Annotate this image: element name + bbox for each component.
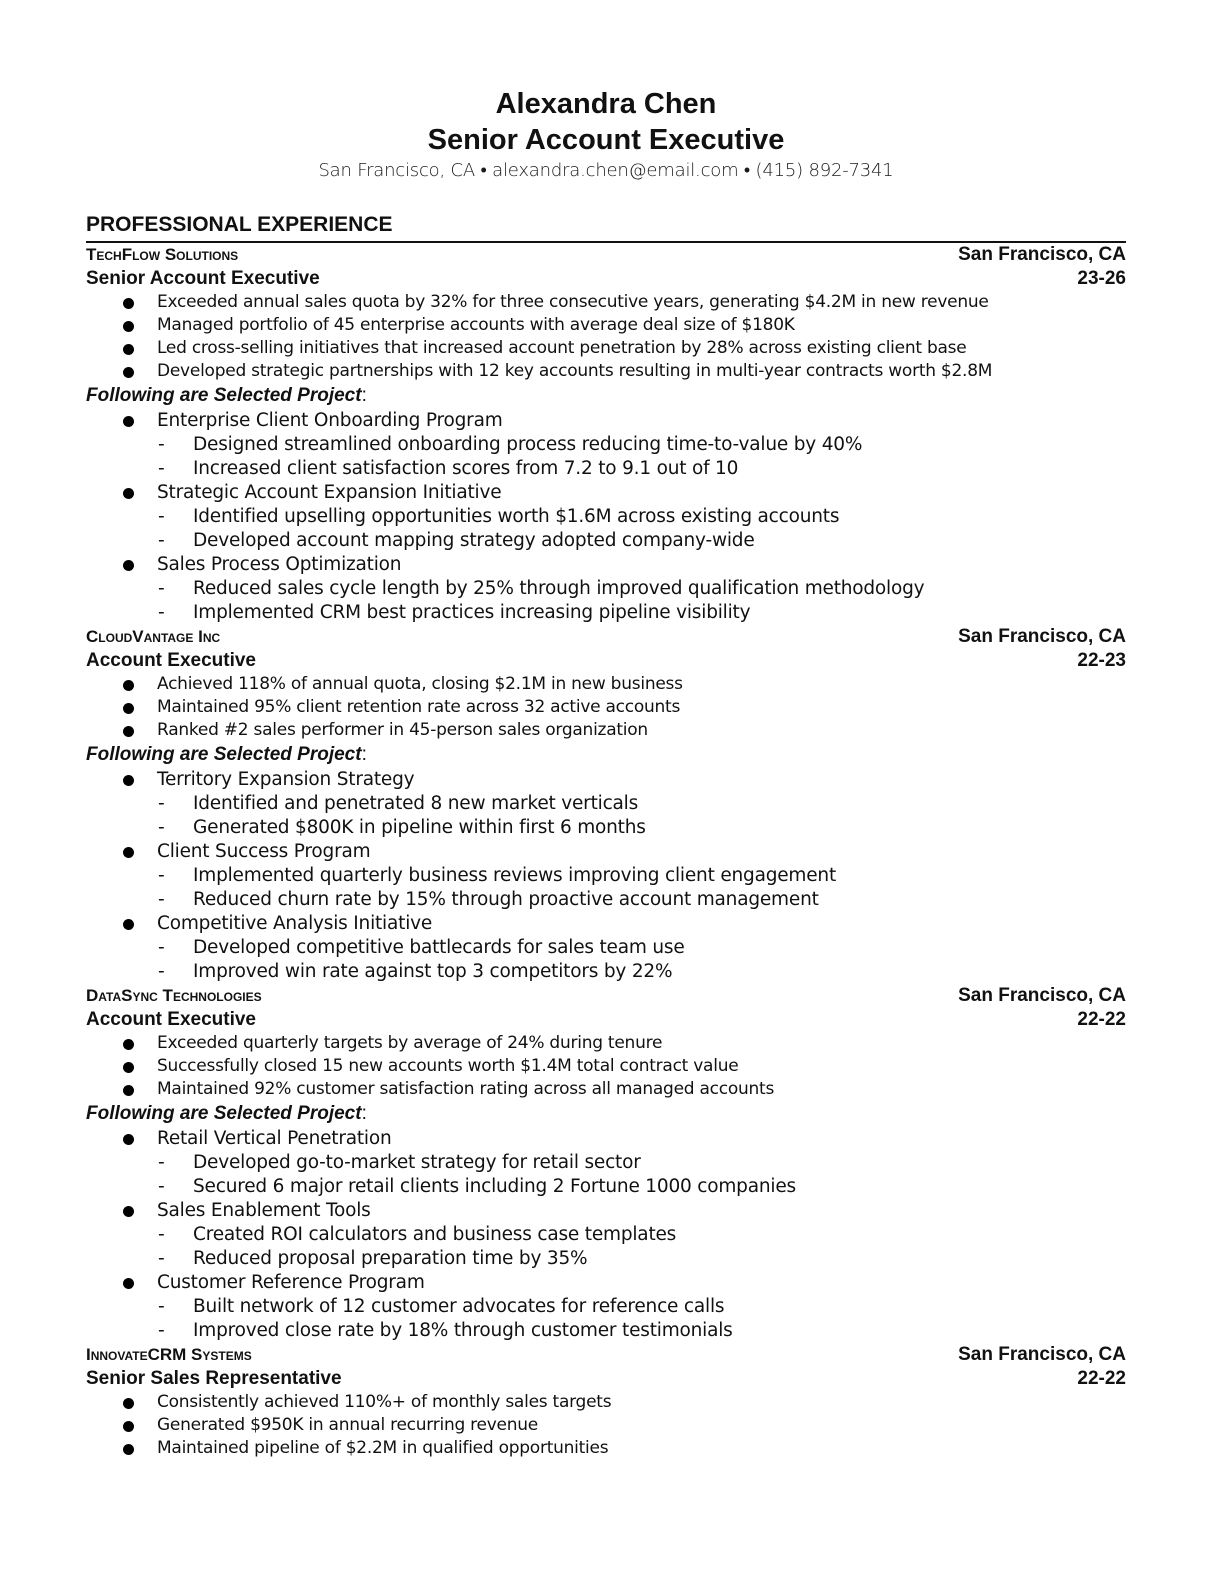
- achievement-text: Achieved 118% of annual quota, closing $2.1M in new business: [157, 674, 683, 694]
- project-title-row: [86, 1199, 1126, 1223]
- project-item: [86, 1127, 1126, 1199]
- job-company-row: [86, 984, 1126, 1008]
- achievement-text: Ranked #2 sales performer in 45-person sales organization: [157, 720, 648, 740]
- project-detail-text: Implemented quarterly business reviews improving client engagement: [193, 865, 837, 886]
- project-detail-text: Reduced proposal preparation time by 35%: [193, 1248, 588, 1269]
- projects-label-colon: :: [361, 385, 367, 406]
- job-entry: [86, 984, 1126, 1343]
- dash-icon: -: [158, 793, 165, 814]
- achievement-item: [86, 1391, 1126, 1414]
- project-detail-text: Reduced sales cycle length by 25% through improved qualification methodology: [193, 578, 925, 599]
- bullet-icon: [123, 367, 134, 378]
- project-title-row: [86, 481, 1126, 505]
- job-location: San Francisco, CA: [958, 1344, 1126, 1365]
- achievement-text: Led cross-selling initiatives that increased account penetration by 28% across existing client base: [157, 338, 967, 358]
- achievement-text: Managed portfolio of 45 enterprise accounts with average deal size of $180K: [157, 315, 795, 335]
- projects-label-colon: :: [361, 744, 367, 765]
- bullet-icon: [123, 847, 134, 858]
- project-list: [86, 1127, 1126, 1343]
- bullet-icon: [123, 775, 134, 786]
- achievement-text: Developed strategic partnerships with 12 key accounts resulting in multi-year contracts worth $2.8M: [157, 361, 993, 381]
- project-detail-item: [86, 888, 1126, 912]
- project-title-row: [86, 553, 1126, 577]
- bullet-icon: [123, 416, 134, 427]
- dash-icon: -: [158, 1320, 165, 1341]
- job-role: Account Executive: [86, 1009, 256, 1030]
- project-item: [86, 409, 1126, 481]
- bullet-icon: [123, 1206, 134, 1217]
- job-role-row: [86, 267, 1126, 291]
- bullet-icon: [123, 1444, 134, 1455]
- project-item: [86, 1199, 1126, 1271]
- achievement-list: [86, 673, 1126, 742]
- job-role: Account Executive: [86, 650, 256, 671]
- project-name: Sales Enablement Tools: [157, 1200, 371, 1221]
- dash-icon: -: [158, 602, 165, 623]
- achievement-item: [86, 719, 1126, 742]
- project-detail-text: Developed go-to-market strategy for retail sector: [193, 1152, 641, 1173]
- bullet-icon: [123, 703, 134, 714]
- projects-label-colon: :: [361, 1103, 367, 1124]
- dash-icon: -: [158, 578, 165, 599]
- projects-label-text: Following are Selected Project: [86, 1103, 362, 1124]
- project-detail-text: Improved win rate against top 3 competitors by 22%: [193, 961, 673, 982]
- project-name: Territory Expansion Strategy: [157, 769, 415, 790]
- project-title-row: [86, 1271, 1126, 1295]
- projects-label-text: Following are Selected Project: [86, 385, 362, 406]
- project-item: [86, 768, 1126, 840]
- project-name: Customer Reference Program: [157, 1272, 425, 1293]
- bullet-icon: [123, 488, 134, 499]
- dash-icon: -: [158, 1152, 165, 1173]
- achievement-text: Generated $950K in annual recurring revenue: [157, 1415, 539, 1435]
- bullet-icon: [123, 1062, 134, 1073]
- dash-icon: -: [158, 506, 165, 527]
- dash-icon: -: [158, 817, 165, 838]
- project-detail-list: [86, 792, 1126, 840]
- bullet-icon: [123, 919, 134, 930]
- company-name: TechFlow Solutions: [86, 245, 239, 264]
- project-detail-list: [86, 577, 1126, 625]
- project-detail-list: [86, 1223, 1126, 1271]
- project-detail-item: [86, 1175, 1126, 1199]
- contact-line: San Francisco, CA • alexandra.chen@email.com • (415) 892-7341: [318, 160, 894, 181]
- project-detail-list: [86, 936, 1126, 984]
- dash-icon: -: [158, 865, 165, 886]
- bullet-icon: [123, 1039, 134, 1050]
- project-item: [86, 553, 1126, 625]
- project-detail-text: Developed account mapping strategy adopted company-wide: [193, 530, 755, 551]
- project-detail-item: [86, 1151, 1126, 1175]
- project-title-row: [86, 409, 1126, 433]
- dash-icon: -: [158, 458, 165, 479]
- project-detail-item: [86, 936, 1126, 960]
- achievement-list: [86, 291, 1126, 383]
- achievement-text: Successfully closed 15 new accounts worth $1.4M total contract value: [157, 1056, 739, 1076]
- project-detail-text: Increased client satisfaction scores from 7.2 to 9.1 out of 10: [193, 458, 739, 479]
- candidate-title: Senior Account Executive: [427, 124, 785, 156]
- achievement-item: [86, 1055, 1126, 1078]
- project-detail-text: Identified upselling opportunities worth $1.6M across existing accounts: [193, 506, 840, 527]
- achievement-text: Maintained 95% client retention rate across 32 active accounts: [157, 697, 681, 717]
- achievement-list: [86, 1391, 1126, 1460]
- company-name: CloudVantage Inc: [86, 627, 221, 646]
- project-detail-list: [86, 505, 1126, 553]
- project-name: Sales Process Optimization: [157, 554, 402, 575]
- achievement-text: Consistently achieved 110%+ of monthly sales targets: [157, 1392, 612, 1412]
- job-entry: [86, 1343, 1126, 1460]
- project-detail-text: Improved close rate by 18% through customer testimonials: [193, 1320, 733, 1341]
- achievement-item: [86, 673, 1126, 696]
- projects-label: [86, 742, 1126, 768]
- company-name: DataSync Technologies: [86, 986, 262, 1005]
- dash-icon: -: [158, 1248, 165, 1269]
- project-name: Strategic Account Expansion Initiative: [157, 482, 502, 503]
- project-detail-text: Secured 6 major retail clients including 2 Fortune 1000 companies: [193, 1176, 796, 1197]
- achievement-item: [86, 337, 1126, 360]
- project-detail-item: [86, 816, 1126, 840]
- project-detail-item: [86, 577, 1126, 601]
- company-name: InnovateCRM Systems: [86, 1345, 252, 1364]
- job-dates: 22-23: [1077, 650, 1126, 671]
- project-title-row: [86, 840, 1126, 864]
- achievement-item: [86, 291, 1126, 314]
- project-detail-text: Developed competitive battlecards for sales team use: [193, 937, 685, 958]
- project-detail-text: Implemented CRM best practices increasing pipeline visibility: [193, 602, 751, 623]
- project-detail-item: [86, 601, 1126, 625]
- project-title-row: [86, 1127, 1126, 1151]
- project-name: Retail Vertical Penetration: [157, 1128, 392, 1149]
- job-location: San Francisco, CA: [958, 626, 1126, 647]
- project-detail-text: Created ROI calculators and business case templates: [193, 1224, 677, 1245]
- project-detail-list: [86, 1295, 1126, 1343]
- project-detail-item: [86, 529, 1126, 553]
- dash-icon: -: [158, 1224, 165, 1245]
- bullet-icon: [123, 560, 134, 571]
- project-detail-text: Designed streamlined onboarding process reducing time-to-value by 40%: [193, 434, 863, 455]
- bullet-icon: [123, 1085, 134, 1096]
- job-entry: [86, 243, 1126, 625]
- project-detail-item: [86, 792, 1126, 816]
- dash-icon: -: [158, 961, 165, 982]
- project-detail-list: [86, 864, 1126, 912]
- project-detail-text: Identified and penetrated 8 new market verticals: [193, 793, 639, 814]
- bullet-icon: [123, 1421, 134, 1432]
- job-location: San Francisco, CA: [958, 244, 1126, 265]
- project-detail-list: [86, 433, 1126, 481]
- project-detail-text: Reduced churn rate by 15% through proactive account management: [193, 889, 819, 910]
- job-role-row: [86, 1367, 1126, 1391]
- projects-label: [86, 1101, 1126, 1127]
- dash-icon: -: [158, 937, 165, 958]
- achievement-item: [86, 1437, 1126, 1460]
- achievement-item: [86, 1078, 1126, 1101]
- project-item: [86, 1271, 1126, 1343]
- achievement-text: Maintained pipeline of $2.2M in qualified opportunities: [157, 1438, 609, 1458]
- achievement-item: [86, 1414, 1126, 1437]
- project-title-row: [86, 768, 1126, 792]
- bullet-icon: [123, 298, 134, 309]
- project-item: [86, 840, 1126, 912]
- project-name: Competitive Analysis Initiative: [157, 913, 433, 934]
- project-detail-item: [86, 1319, 1126, 1343]
- project-name: Client Success Program: [157, 841, 371, 862]
- project-title-row: [86, 912, 1126, 936]
- dash-icon: -: [158, 1176, 165, 1197]
- dash-icon: -: [158, 530, 165, 551]
- resume-header: [86, 86, 1126, 184]
- job-location: San Francisco, CA: [958, 985, 1126, 1006]
- project-item: [86, 481, 1126, 553]
- candidate-name: Alexandra Chen: [495, 88, 717, 120]
- bullet-icon: [123, 1134, 134, 1145]
- project-detail-item: [86, 864, 1126, 888]
- project-detail-item: [86, 1295, 1126, 1319]
- achievement-text: Maintained 92% customer satisfaction rating across all managed accounts: [157, 1079, 775, 1099]
- job-dates: 22-22: [1077, 1009, 1126, 1030]
- projects-label: [86, 383, 1126, 409]
- project-detail-item: [86, 505, 1126, 529]
- project-list: [86, 768, 1126, 984]
- bullet-icon: [123, 321, 134, 332]
- dash-icon: -: [158, 1296, 165, 1317]
- job-company-row: [86, 625, 1126, 649]
- project-detail-text: Generated $800K in pipeline within first 6 months: [193, 817, 646, 838]
- experience-list: [86, 243, 1126, 1460]
- job-dates: 22-22: [1077, 1368, 1126, 1389]
- dash-icon: -: [158, 889, 165, 910]
- project-detail-item: [86, 457, 1126, 481]
- job-entry: [86, 625, 1126, 984]
- achievement-item: [86, 314, 1126, 337]
- bullet-icon: [123, 1278, 134, 1289]
- bullet-icon: [123, 726, 134, 737]
- projects-label-text: Following are Selected Project: [86, 744, 362, 765]
- achievement-text: Exceeded annual sales quota by 32% for three consecutive years, generating $4.2M in new revenue: [157, 292, 989, 312]
- job-role: Senior Sales Representative: [86, 1368, 342, 1389]
- project-detail-item: [86, 1247, 1126, 1271]
- project-item: [86, 912, 1126, 984]
- achievement-item: [86, 696, 1126, 719]
- job-role-row: [86, 649, 1126, 673]
- project-detail-list: [86, 1151, 1126, 1199]
- job-company-row: [86, 243, 1126, 267]
- project-detail-item: [86, 1223, 1126, 1247]
- project-detail-item: [86, 433, 1126, 457]
- dash-icon: -: [158, 434, 165, 455]
- job-dates: 23-26: [1077, 268, 1126, 289]
- job-company-row: [86, 1343, 1126, 1367]
- achievement-text: Exceeded quarterly targets by average of 24% during tenure: [157, 1033, 663, 1053]
- bullet-icon: [123, 344, 134, 355]
- section-heading-experience: PROFESSIONAL EXPERIENCE: [86, 212, 1126, 243]
- project-list: [86, 409, 1126, 625]
- achievement-item: [86, 1032, 1126, 1055]
- bullet-icon: [123, 680, 134, 691]
- job-role: Senior Account Executive: [86, 268, 320, 289]
- achievement-item: [86, 360, 1126, 383]
- resume-page: [86, 86, 1126, 1460]
- project-detail-item: [86, 960, 1126, 984]
- bullet-icon: [123, 1398, 134, 1409]
- project-detail-text: Built network of 12 customer advocates for reference calls: [193, 1296, 725, 1317]
- job-role-row: [86, 1008, 1126, 1032]
- achievement-list: [86, 1032, 1126, 1101]
- project-name: Enterprise Client Onboarding Program: [157, 410, 503, 431]
